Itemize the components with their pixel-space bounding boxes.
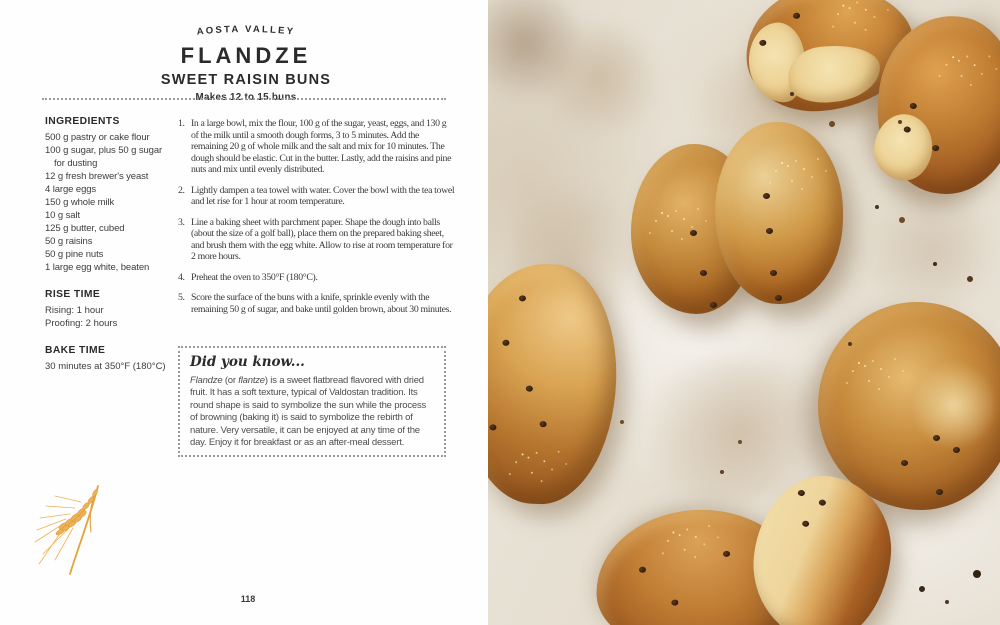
raisin: [933, 435, 940, 441]
raisin: [770, 270, 777, 276]
sugar-crystals: [661, 212, 663, 214]
region-label: AOSTA VALLEY: [196, 23, 296, 38]
did-you-know-heading: Did you know...: [190, 354, 305, 370]
sugar-crystals: [521, 453, 523, 455]
raisin: [763, 193, 770, 199]
bun-dough-highlight: [913, 357, 995, 454]
yield-note: Makes 12 to 15 buns: [195, 92, 297, 103]
body-text: (or: [222, 375, 239, 386]
raisin: [798, 490, 806, 497]
step-3: [178, 217, 455, 263]
raisin: [526, 386, 533, 392]
region-label-arc: [136, 18, 356, 42]
instructions-column: [178, 118, 455, 324]
step-number: 4.: [178, 271, 185, 283]
raisin: [793, 12, 800, 19]
step-4: [178, 272, 455, 284]
page-number: 118: [240, 594, 256, 604]
bake-time-block: [45, 345, 175, 373]
ingredient-item: 100 g sugar, plus 50 g sugar for dusting: [45, 145, 163, 169]
raisin: [502, 340, 509, 346]
raisin: [819, 499, 827, 506]
raisin: [953, 447, 960, 453]
body-text: ) is a sweet flatbread flavored with dried fruit. It has a soft texture, typical of Valdostan tradition. Its round shape is said to symbolize the sun while the process of browning (baking it) is said to symbolize the rebirth of nature. Very versatile, it can be enjoyed at any time of the day. Enjoy it for breakfast or as an after-meal dessert.: [190, 375, 427, 449]
sugar-crystals: [672, 531, 674, 533]
raisin: [489, 424, 496, 430]
raisin: [766, 228, 773, 234]
step-5: [178, 292, 455, 315]
ingredient-item: 500 g pastry or cake flour: [45, 132, 150, 143]
parchment-stain: [866, 188, 1000, 313]
raisin: [539, 421, 546, 427]
raisin: [932, 145, 939, 152]
ingredient-item: 4 large eggs: [45, 184, 97, 195]
rise-time-line: Proofing: 2 hours: [45, 318, 118, 329]
raisin: [519, 295, 526, 301]
dotted-divider: [42, 98, 446, 100]
bun-center: [631, 122, 843, 318]
recipe-title: FLANDZE: [180, 43, 312, 68]
bake-time-line: 30 minutes at 350°F (180°C): [45, 361, 166, 372]
step-text: Lightly dampen a tea towel with water. Cover the bowl with the tea towel and let rise for 1 hour at room temperature.: [191, 184, 455, 207]
step-text: Line a baking sheet with parchment paper. Shape the dough into balls (about the size of a golf ball), place them on the prepared baking sheet, and brush them with the egg white. Allow to rise at room temperature for 2 more hours.: [191, 216, 453, 262]
step-1: [178, 118, 455, 176]
rise-time-line: Rising: 1 hour: [45, 305, 104, 316]
recipe-page: [0, 0, 488, 625]
raisin: [901, 460, 908, 466]
raisin: [910, 103, 917, 110]
step-number: 2.: [178, 184, 185, 196]
sugar-crystals: [952, 56, 954, 58]
bun-lobe: [715, 122, 843, 304]
ingredient-item: 150 g whole milk: [45, 197, 115, 208]
ingredient-item: 1 large egg white, beaten: [45, 262, 150, 273]
bun-crumb-interior: [871, 112, 935, 183]
raisin: [700, 270, 707, 276]
raisin: [936, 489, 943, 495]
scattered-crumbs: [488, 0, 492, 4]
sugar-crystals: [842, 5, 844, 7]
recipe-header: [40, 18, 452, 103]
ingredients-heading: INGREDIENTS: [45, 116, 120, 127]
sugar-crystals: [781, 162, 783, 164]
did-you-know-body: [190, 375, 434, 449]
step-number: 3.: [178, 216, 185, 228]
ingredient-item: 50 g raisins: [45, 236, 93, 247]
italic-term: flantze: [238, 375, 265, 386]
italic-term: Flandze: [190, 375, 223, 386]
raisin: [710, 302, 717, 308]
sugar-crystals: [858, 362, 860, 364]
ingredients-list: [45, 131, 175, 274]
ingredient-item: 12 g fresh brewer's yeast: [45, 171, 149, 182]
step-text: Score the surface of the buns with a knife, sprinkle evenly with the remaining 50 g of sugar, and bake until golden brown, about 30 minutes.: [191, 292, 452, 315]
svg-text:AOSTA VALLEY: [196, 24, 295, 38]
ingredient-item: 125 g butter, cubed: [45, 223, 125, 234]
raisin: [690, 230, 697, 236]
bake-time-heading: BAKE TIME: [45, 345, 106, 356]
did-you-know-box: [178, 346, 446, 457]
bun-lower-right: [818, 302, 1000, 510]
raisin: [723, 551, 730, 557]
step-2: [178, 185, 455, 208]
recipe-subtitle: SWEET RAISIN BUNS: [160, 72, 332, 88]
ingredients-column: [45, 116, 175, 373]
parchment-stain: [528, 25, 673, 130]
raisin: [639, 567, 646, 573]
recipe-photo: [488, 0, 1000, 625]
ingredient-item: 50 g pine nuts: [45, 249, 104, 260]
wheat-illustration: [33, 462, 133, 580]
ingredient-item: 10 g salt: [45, 210, 81, 221]
raisin: [775, 295, 782, 301]
raisin: [671, 599, 678, 605]
step-text: Preheat the oven to 350°F (180°C).: [191, 271, 318, 283]
step-text: In a large bowl, mix the flour, 100 g of the sugar, yeast, eggs, and 130 g of the milk until a smooth dough forms, 3 to 5 minutes. Add the remaining 20 g of whole milk and the salt and mix for 10 minutes. The dough should be elastic. Cut in the butter. Lastly, add the raisins and pine nuts and mix until evenly distributed.: [191, 118, 452, 175]
step-number: 1.: [178, 118, 185, 129]
rise-time-block: [45, 289, 175, 330]
rise-time-heading: RISE TIME: [45, 289, 101, 300]
raisin: [802, 520, 810, 527]
step-number: 5.: [178, 292, 185, 303]
